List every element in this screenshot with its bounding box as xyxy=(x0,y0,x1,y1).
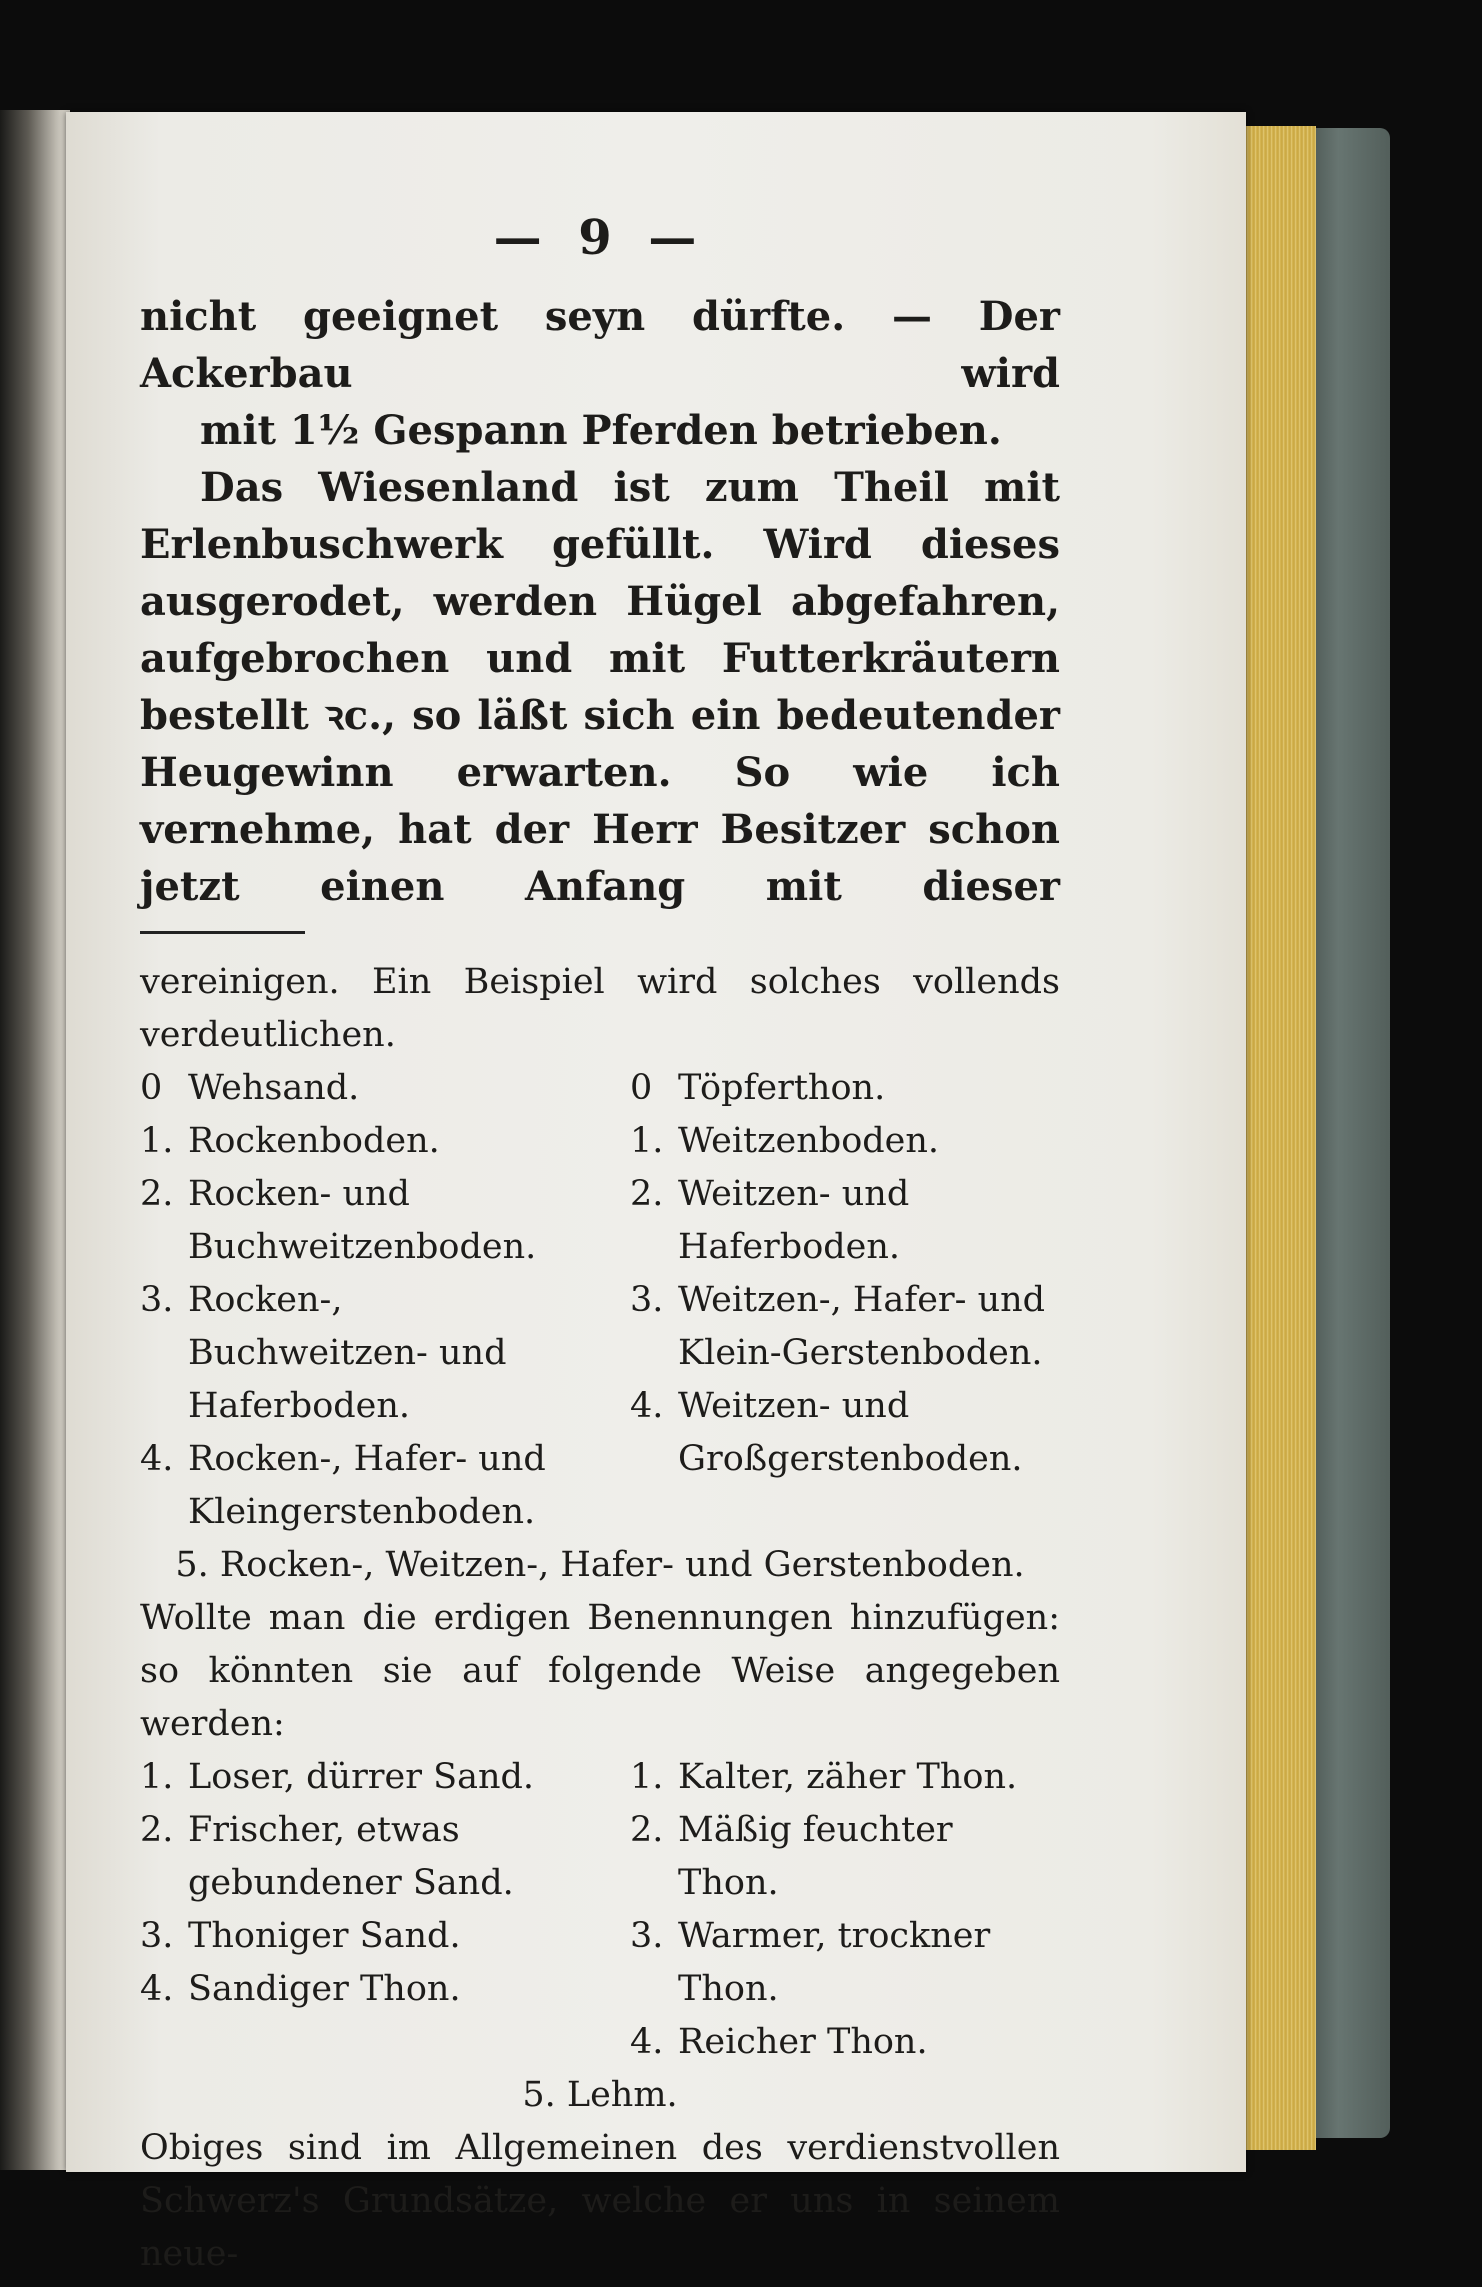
soil-list-right xyxy=(630,1062,1060,1539)
earthy-list-center: 5. Lehm. xyxy=(522,2075,678,2115)
earthy-list-left xyxy=(140,1751,570,2069)
list-item: 4. Rocken-, Hafer- und Kleingerstenboden. xyxy=(140,1439,546,1532)
lower-section xyxy=(140,956,1060,2281)
book-cover xyxy=(1304,128,1390,2138)
list-item: 2. Mäßig feuchter Thon. xyxy=(630,1810,953,1903)
list-item: 1. Loser, dürrer Sand. xyxy=(140,1757,535,1797)
list-item: 4. Reicher Thon. xyxy=(630,2022,928,2062)
list-item: 4. Sandiger Thon. xyxy=(140,1969,461,2009)
page-text xyxy=(140,210,1060,2281)
earthy-intro: Wollte man die erdigen Benennungen hinzufügen: so könnten sie auf folgende Weise angegeben werden: xyxy=(140,1598,1060,1744)
upper-paragraph: Das Wiesenland ist zum Theil mit Erlenbuschwerk gefüllt. Wird dieses ausgerodet, werden Hügel abgefahren, aufgebrochen und mit Futterkräutern bestellt ꝛc., so läßt sich ein bedeutender Heugewinn erwarten. So wie ich vernehme, hat der Herr Besitzer schon jetzt einen Anfang mit dieser xyxy=(140,464,1060,910)
lower-intro: vereinigen. Ein Beispiel wird solches vollends verdeutlichen. xyxy=(140,962,1060,1055)
list-item: 0 Wehsand. xyxy=(140,1068,360,1108)
list-item: 3. Rocken-, Buchweitzen- und Haferboden. xyxy=(140,1280,507,1426)
upper-line-1: nicht geeignet seyn dürfte. — Der Ackerbau wird xyxy=(140,293,1060,397)
left-page-edge xyxy=(0,110,70,2170)
earthy-list-right xyxy=(630,1751,1060,2069)
list-item: 1. Weitzenboden. xyxy=(630,1121,940,1161)
list-item: 1. Rockenboden. xyxy=(140,1121,440,1161)
soil-list-left xyxy=(140,1062,570,1539)
list-item: 2. Weitzen- und Haferboden. xyxy=(630,1174,910,1267)
list-item: 3. Weitzen-, Hafer- und Klein-Gerstenboden. xyxy=(630,1280,1046,1373)
list-item: 3. Thoniger Sand. xyxy=(140,1916,461,1956)
list-item: 0 Töpferthon. xyxy=(630,1068,886,1108)
list-item: 4. Weitzen- und Großgerstenboden. xyxy=(630,1386,1023,1479)
page-block-edges xyxy=(1236,126,1316,2150)
soil-list xyxy=(140,1062,1060,1539)
upper-line-2: mit 1½ Gespann Pferden betrieben. xyxy=(200,407,1002,454)
page-number: — 9 — xyxy=(493,210,707,266)
closing-paragraph: Obiges sind im Allgemeinen des verdienstvollen Schwerz's Grundsätze, welche er uns in seinem neue- xyxy=(140,2128,1060,2274)
list-item: 3. Warmer, trockner Thon. xyxy=(630,1916,991,2009)
earthy-list xyxy=(140,1751,1060,2069)
list-item: 1. Kalter, zäher Thon. xyxy=(630,1757,1018,1797)
upper-section xyxy=(140,288,1060,915)
list-item: 2. Frischer, etwas gebundener Sand. xyxy=(140,1810,514,1903)
footnote-divider xyxy=(140,931,305,934)
list-item: 2. Rocken- und Buchweitzenboden. xyxy=(140,1174,537,1267)
soil-list-center: 5. Rocken-, Weitzen-, Hafer- und Gerstenboden. xyxy=(175,1545,1025,1585)
